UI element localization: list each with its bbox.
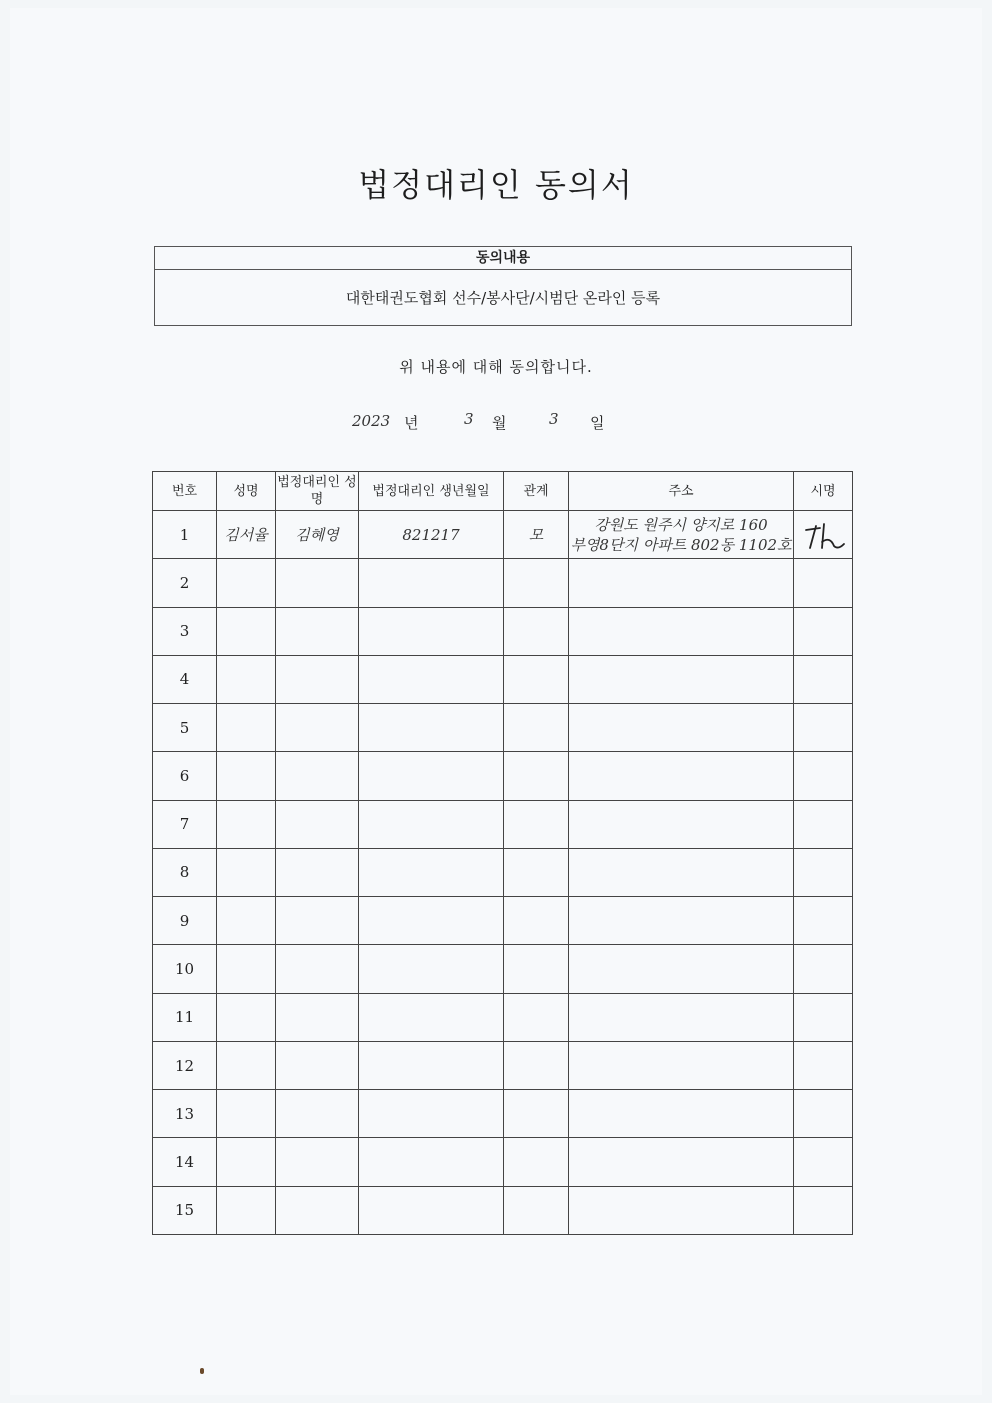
row-guardian-name: 김혜영 [276, 511, 359, 559]
row-relation [504, 1186, 569, 1234]
guardian-roster-table [152, 471, 853, 1235]
row-signature [794, 1090, 853, 1138]
table-row [153, 559, 853, 607]
row-guardian-birth [359, 993, 504, 1041]
row-relation [504, 655, 569, 703]
row-address [569, 1138, 794, 1186]
row-signature [794, 1041, 853, 1089]
table-row [153, 1041, 853, 1089]
row-address [569, 1186, 794, 1234]
row-relation [504, 752, 569, 800]
consent-box [154, 246, 852, 326]
row-number: 1 [153, 511, 217, 559]
row-guardian-name [276, 752, 359, 800]
table-row [153, 607, 853, 655]
row-name [217, 1041, 276, 1089]
row-guardian-name [276, 1138, 359, 1186]
table-row [153, 848, 853, 896]
row-number: 5 [153, 704, 217, 752]
table-row [153, 752, 853, 800]
date-month-value: 3 [464, 410, 474, 428]
row-signature [794, 511, 853, 559]
row-address [569, 848, 794, 896]
row-relation [504, 848, 569, 896]
row-name [217, 704, 276, 752]
row-guardian-birth: 821217 [359, 511, 504, 559]
row-relation [504, 704, 569, 752]
row-signature [794, 1138, 853, 1186]
row-guardian-name [276, 945, 359, 993]
agreement-statement: 위 내용에 대해 동의합니다. [399, 358, 593, 376]
row-relation [504, 1138, 569, 1186]
row-address [569, 897, 794, 945]
row-number: 13 [153, 1090, 217, 1138]
row-address [569, 1090, 794, 1138]
row-signature [794, 945, 853, 993]
row-relation [504, 607, 569, 655]
row-number: 14 [153, 1138, 217, 1186]
row-signature [794, 848, 853, 896]
row-guardian-name [276, 655, 359, 703]
header-relation: 관계 [504, 472, 569, 511]
row-guardian-name [276, 1090, 359, 1138]
row-relation [504, 800, 569, 848]
row-relation [504, 897, 569, 945]
row-address [569, 607, 794, 655]
table-row [153, 655, 853, 703]
row-name [217, 993, 276, 1041]
row-name: 김서율 [217, 511, 276, 559]
row-guardian-name [276, 559, 359, 607]
row-name [217, 848, 276, 896]
row-number: 2 [153, 559, 217, 607]
date-line [0, 410, 992, 436]
row-address [569, 945, 794, 993]
row-number: 6 [153, 752, 217, 800]
row-signature [794, 559, 853, 607]
row-guardian-birth [359, 897, 504, 945]
row-number: 8 [153, 848, 217, 896]
row-guardian-birth [359, 607, 504, 655]
header-signature: 시명 [794, 472, 853, 511]
row-address [569, 800, 794, 848]
row-name [217, 559, 276, 607]
row-guardian-name [276, 1041, 359, 1089]
date-year-value: 2023 [352, 412, 391, 430]
table-row [153, 993, 853, 1041]
row-guardian-birth [359, 559, 504, 607]
header-guardian-birth: 법정대리인 생년월일 [359, 472, 504, 511]
table-row [153, 511, 853, 559]
row-relation [504, 1041, 569, 1089]
row-guardian-birth [359, 1090, 504, 1138]
row-name [217, 945, 276, 993]
row-relation [504, 945, 569, 993]
table-row [153, 800, 853, 848]
row-guardian-name [276, 800, 359, 848]
table-row [153, 945, 853, 993]
row-guardian-birth [359, 945, 504, 993]
row-number: 11 [153, 993, 217, 1041]
header-name: 성명 [217, 472, 276, 511]
header-number: 번호 [153, 472, 217, 511]
paper-speck [200, 1368, 204, 1374]
row-address-line2: 부영8단지 아파트 802동 1102호 [570, 535, 792, 554]
table-header-row [153, 472, 853, 511]
row-address [569, 1041, 794, 1089]
row-signature [794, 800, 853, 848]
row-guardian-birth [359, 704, 504, 752]
row-guardian-birth [359, 752, 504, 800]
row-number: 7 [153, 800, 217, 848]
date-month-label: 월 [492, 414, 507, 432]
row-guardian-birth [359, 1186, 504, 1234]
row-address [569, 752, 794, 800]
row-signature [794, 993, 853, 1041]
row-address [569, 559, 794, 607]
date-day-label: 일 [590, 414, 605, 432]
row-signature [794, 655, 853, 703]
row-address [569, 704, 794, 752]
row-guardian-birth [359, 848, 504, 896]
row-number: 9 [153, 897, 217, 945]
row-relation [504, 559, 569, 607]
row-number: 15 [153, 1186, 217, 1234]
consent-content: 대한태권도협회 선수/봉사단/시범단 온라인 등록 [345, 289, 661, 307]
consent-heading: 동의내용 [155, 247, 851, 270]
header-guardian-name: 법정대리인 성명 [276, 472, 359, 511]
row-signature [794, 752, 853, 800]
row-relation [504, 1090, 569, 1138]
row-relation [504, 993, 569, 1041]
row-name [217, 1186, 276, 1234]
row-guardian-name [276, 1186, 359, 1234]
row-signature [794, 1186, 853, 1234]
row-guardian-birth [359, 800, 504, 848]
row-number: 4 [153, 655, 217, 703]
row-name [217, 897, 276, 945]
row-address [569, 993, 794, 1041]
row-relation: 모 [504, 511, 569, 559]
header-address: 주소 [569, 472, 794, 511]
row-name [217, 800, 276, 848]
table-row [153, 1090, 853, 1138]
row-guardian-birth [359, 655, 504, 703]
date-day-value: 3 [549, 410, 559, 428]
document-title: 법정대리인 동의서 [358, 166, 634, 204]
table-row [153, 704, 853, 752]
row-name [217, 607, 276, 655]
row-guardian-birth [359, 1138, 504, 1186]
row-signature [794, 607, 853, 655]
row-address [569, 655, 794, 703]
table-row [153, 1138, 853, 1186]
row-guardian-name [276, 704, 359, 752]
row-number: 12 [153, 1041, 217, 1089]
row-number: 3 [153, 607, 217, 655]
row-name [217, 655, 276, 703]
row-guardian-name [276, 993, 359, 1041]
row-guardian-birth [359, 1041, 504, 1089]
row-address [569, 511, 794, 559]
row-name [217, 1090, 276, 1138]
table-row [153, 897, 853, 945]
date-year-label: 년 [404, 414, 419, 432]
row-guardian-name [276, 848, 359, 896]
row-signature [794, 704, 853, 752]
row-signature [794, 897, 853, 945]
row-guardian-name [276, 607, 359, 655]
signature-mark-icon [800, 518, 846, 552]
row-name [217, 1138, 276, 1186]
row-address-line1: 강원도 원주시 양지로 160 [594, 515, 768, 534]
row-name [217, 752, 276, 800]
row-guardian-name [276, 897, 359, 945]
row-number: 10 [153, 945, 217, 993]
table-row [153, 1186, 853, 1234]
